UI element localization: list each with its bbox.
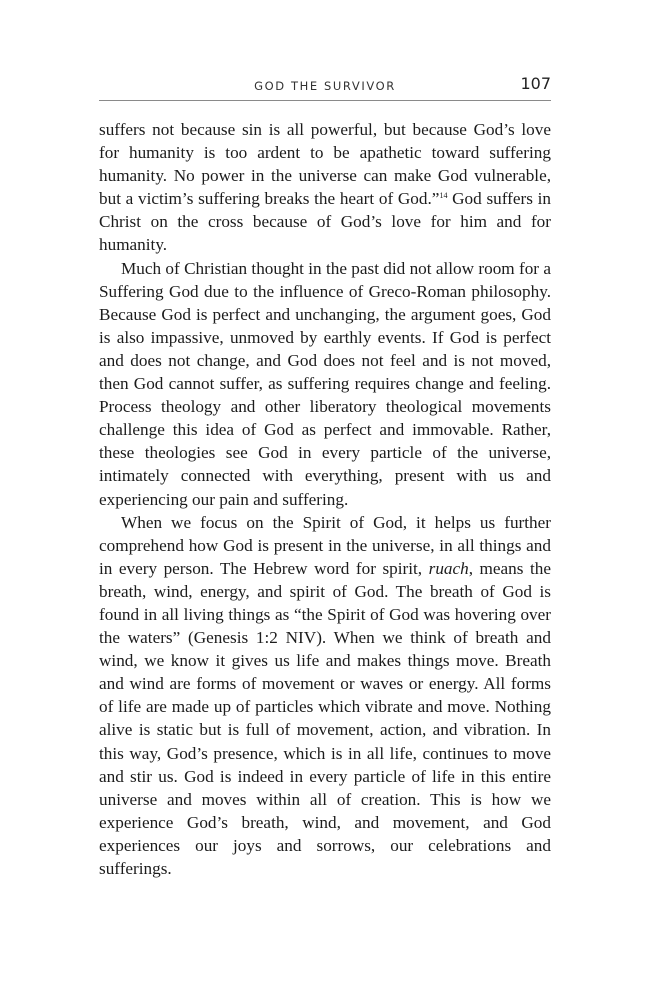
italic-term: ruach [428,558,469,578]
body-text [99,118,551,880]
running-title: GOD THE SURVIVOR [254,79,396,93]
page-number: 107 [520,74,551,93]
paragraph-1-continuation: God suffers in Christ on the cross because of God’s love for him and for humanity. [99,189,551,255]
paragraph-2: Much of Christian thought in the past did not allow room for a Suffering God due to the influence of Greco-Roman philosophy. Because God is perfect and unchanging, the argument goes, God is also impassive, unmoved by earthly events. If God is perfect and does not change, and God does not feel and is not moved, then God cannot suffer, as suffering requires change and feeling. Process theology and other liberatory theological movements challenge this idea of God as perfect and immovable. Rather, these theologies see God in every particle of the universe, intimately connected with everything, present with us and experiencing our pain and suffering. [99,258,551,509]
paragraph-3-continuation: , means the breath, wind, energy, and spirit of God. The breath of God is found in all living things as “the Spirit of God was hovering over the waters” (Genesis 1:2 NIV). When we think of breath and wind, we know it gives us life and makes things move. Breath and wind are forms of movement or waves or energy. All forms of life are made up of particles which vibrate and move. Nothing alive is static but is full of movement, action, and vibration. In this way, God’s presence, which is in all life, continues to move and stir us. God is indeed in every particle of life in this entire universe and moves within all of creation. This is how we experience God’s breath, wind, and movement, and God experiences our joys and sorrows, our celebrations and sufferings. [99,558,551,878]
paragraph-1-text: suffers not because sin is all powerful, but because God’s love for humanity is too ardent to be apathetic toward suffering humanity. No power in the universe can make God vulnerable, but a victim’s suffering breaks the heart of God.” [99,120,551,209]
paragraph-1 [99,118,551,257]
paragraph-3-text: When we focus on the Spirit of God, it helps us further comprehend how God is present in the universe, in all things and in every person. The Hebrew word for spirit, [99,512,551,578]
paragraph-3 [99,511,551,881]
footnote-marker: 14 [439,191,448,201]
running-head [99,74,551,101]
